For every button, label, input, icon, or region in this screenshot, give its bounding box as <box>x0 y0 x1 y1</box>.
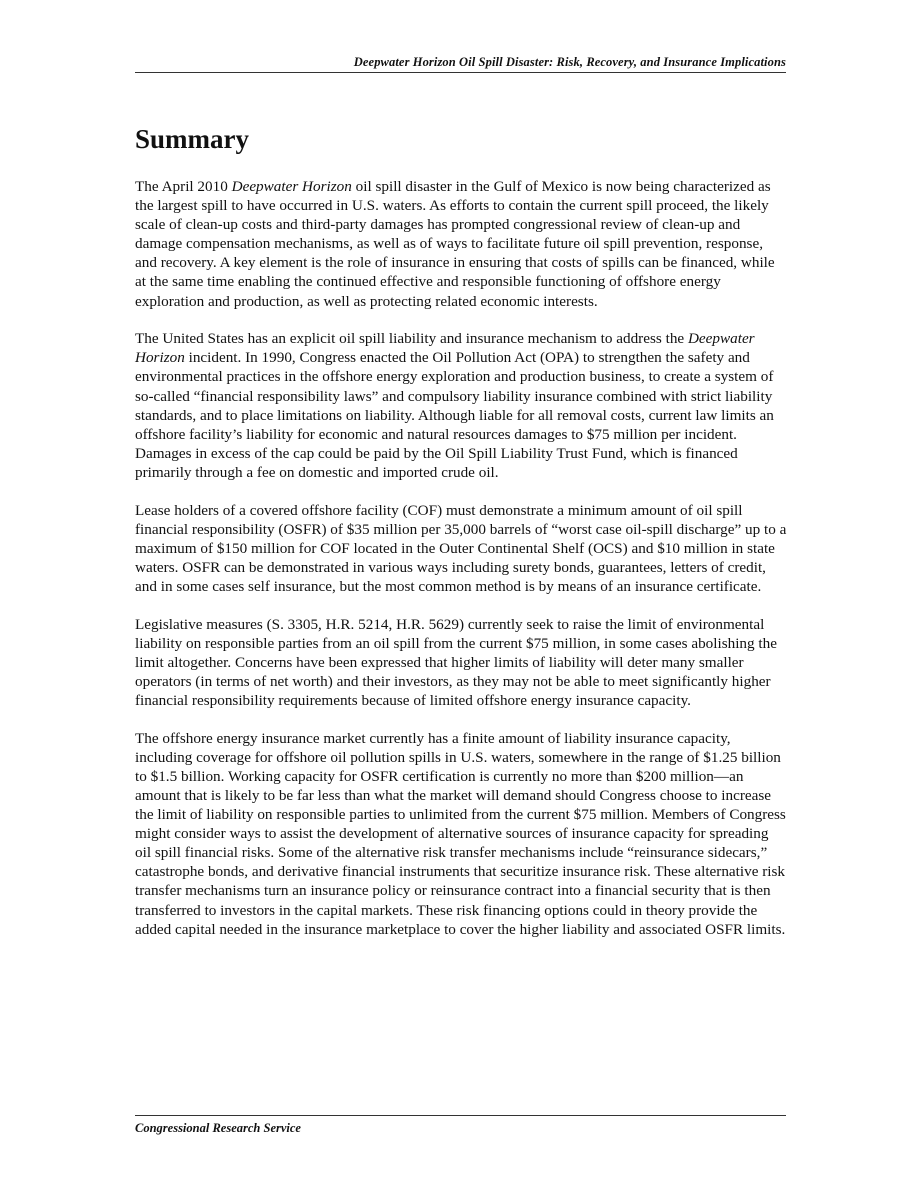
paragraph <box>135 329 787 482</box>
paragraph-text: The offshore energy insurance market currently has a finite amount of liability insurance capacity, including coverage for offshore oil pollution spills in U.S. waters, somewhere in the range of $1.25 billion to $1.5 billion. Working capacity for OSFR certification is currently no more than $200 million—an amount that is likely to be far less than what the market will demand should Congress choose to increase the limit of liability on responsible parties to unlimited from the current $75 million. Members of Congress might consider ways to assist the development of alternative sources of insurance capacity for spreading oil spill financial risks. Some of the alternative risk transfer mechanisms include “reinsurance sidecars,” catastrophe bonds, and derivative financial instruments that securitize insurance risk. These alternative risk transfer mechanisms turn an insurance policy or reinsurance contract into a financial security that is then transferred to investors in the capital markets. These risk financing options could in theory provide the added capital needed in the insurance marketplace to cover the higher liability and associated OSFR limits. <box>135 729 786 938</box>
footer-source: Congressional Research Service <box>135 1121 301 1135</box>
section-heading: Summary <box>135 124 249 154</box>
paragraph <box>135 615 787 710</box>
paragraph-text: Lease holders of a covered offshore facility (COF) must demonstrate a minimum amount of oil spill financial responsibility (OSFR) of $35 million per 35,000 barrels of “worst case oil-spill discharge” up to a maximum of $150 million for COF located in the Outer Continental Shelf (OCS) and $10 million in state waters. OSFR can be demonstrated in various ways including surety bonds, guarantees, letters of credit, and in some cases self insurance, but the most common method is by means of an insurance certificate. <box>135 501 787 595</box>
paragraph <box>135 729 787 939</box>
paragraph-text: incident. In 1990, Congress enacted the Oil Pollution Act (OPA) to strengthen the safety and environmental practices in the offshore energy exploration and production business, to create a system of so-called “financial responsibility laws” and compulsory liability insurance combined with strict liability standards, and to place limitations on liability. Although liable for all removal costs, current law limits an offshore facility’s liability for economic and natural resources damages to $75 million per incident. Damages in excess of the cap could be paid by the Oil Spill Liability Trust Fund, which is financed primarily through a fee on domestic and imported crude oil. <box>135 349 774 481</box>
running-header <box>135 55 786 73</box>
summary-body <box>135 177 787 957</box>
paragraph-italic: Deepwater Horizon <box>135 330 755 367</box>
paragraph-text: Legislative measures (S. 3305, H.R. 5214, H.R. 5629) currently seek to raise the limit of environmental liability on responsible parties from an oil spill from the current $75 million, in some cases abolishing the limit altogether. Concerns have been expressed that higher limits of liability will deter many smaller operators (in terms of net worth) and their investors, as they may not be able to meet significantly higher financial responsibility requirements because of limited offshore energy insurance capacity. <box>135 615 777 710</box>
paragraph <box>135 501 787 596</box>
paragraph-text: oil spill disaster in the Gulf of Mexico is now being characterized as the largest spill to have occurred in U.S. waters. As efforts to contain the current spill proceed, the likely scale of clean-up costs and third-party damages has prompted congressional review of clean-up and damage compensation mechanisms, as well as of ways to facilitate future oil spill prevention, response, and recovery. A key element is the role of insurance in ensuring that costs of spills can be financed, while at the same time enabling the continued effective and responsible functioning of offshore energy exploration and production, as well as protecting related economic interests. <box>135 178 775 310</box>
paragraph-italic: Deepwater Horizon <box>231 178 352 195</box>
paragraph <box>135 177 787 311</box>
paragraph-text: The April 2010 <box>135 178 232 195</box>
running-header-title: Deepwater Horizon Oil Spill Disaster: Risk, Recovery, and Insurance Implications <box>353 55 786 69</box>
paragraph-text: The United States has an explicit oil spill liability and insurance mechanism to address the <box>135 330 688 348</box>
running-footer <box>135 1115 786 1136</box>
